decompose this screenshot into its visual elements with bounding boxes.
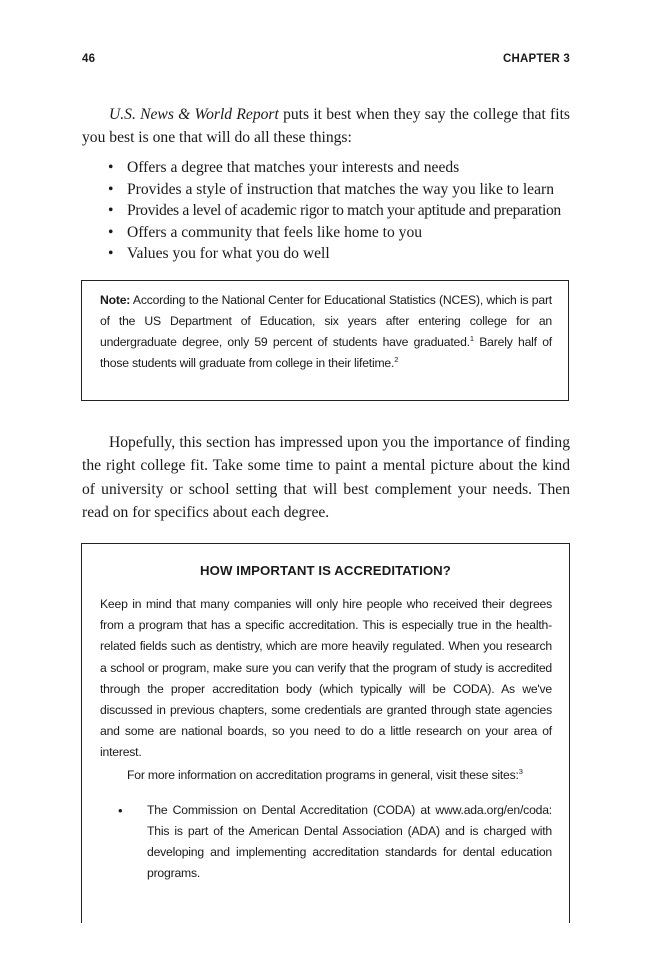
more-info-line [127, 765, 552, 786]
list-item: • Provides a style of instruction that matches the way you like to learn [104, 179, 574, 201]
list-item: • The Commission on Dental Accreditation (CODA) at www.ada.org/en/coda: This is part of the American Dental Association (ADA) and is charged with developing and implementing accreditation standards for dental education programs. [118, 800, 552, 884]
note-body: According to the National Center for Educational Statistics (NCES), which is part of the US Department of Education, six years after entering college for an undergraduate degree, only 59 percent of students have graduated. [100, 293, 552, 349]
footnote-ref: 3 [518, 766, 523, 776]
list-item: • Provides a level of academic rigor to match your aptitude and preparation [104, 200, 574, 222]
footnote-ref: 2 [394, 354, 399, 364]
page-number: 46 [82, 53, 96, 65]
intro-text: puts it best when they say the college that fits you best is one that will do all these things: [82, 106, 570, 146]
note-text [100, 290, 552, 374]
intro-paragraph [82, 103, 570, 149]
list-item: • Offers a community that feels like home to you [104, 222, 574, 244]
list-item: • Offers a degree that matches your interests and needs [104, 157, 574, 179]
accreditation-sites-list [118, 800, 552, 884]
note-label: Note: [100, 293, 131, 307]
accreditation-sidebar [81, 543, 570, 923]
note-box [81, 280, 569, 401]
source-title: U.S. News & World Report [109, 106, 279, 123]
body-paragraph [82, 431, 570, 524]
footnote-ref: 1 [469, 333, 474, 343]
chapter-label: CHAPTER 3 [503, 53, 570, 65]
list-item: • Values you for what you do well [104, 243, 574, 265]
note-body-2: Barely half of those students will graduate from college in their lifetime. [100, 335, 552, 370]
running-header [82, 53, 570, 65]
college-fit-list [104, 157, 574, 265]
sidebar-body: Keep in mind that many companies will only hire people who received their degrees from a program that has a specific accreditation. This is especially true in the health-related fields such as dentistry, which are more heavily regulated. When you research a school or program, make sure you can verify that the program of study is accredited through the proper accreditation body (which typically will be CODA). As we've discussed in previous chapters, some credentials are granted through state agencies and some are national boards, so you need to do a little research on your area of interest. [100, 597, 552, 760]
sidebar-title: HOW IMPORTANT IS ACCREDITATION? [200, 563, 451, 578]
body-paragraph-text: Hopefully, this section has impressed upon you the importance of finding the right college fit. Take some time to paint a mental picture about the kind of university or school setting that will best complement your needs. Then read on for specifics about each degree. [82, 434, 570, 521]
more-info-text: For more information on accreditation programs in general, visit these sites: [127, 768, 519, 782]
